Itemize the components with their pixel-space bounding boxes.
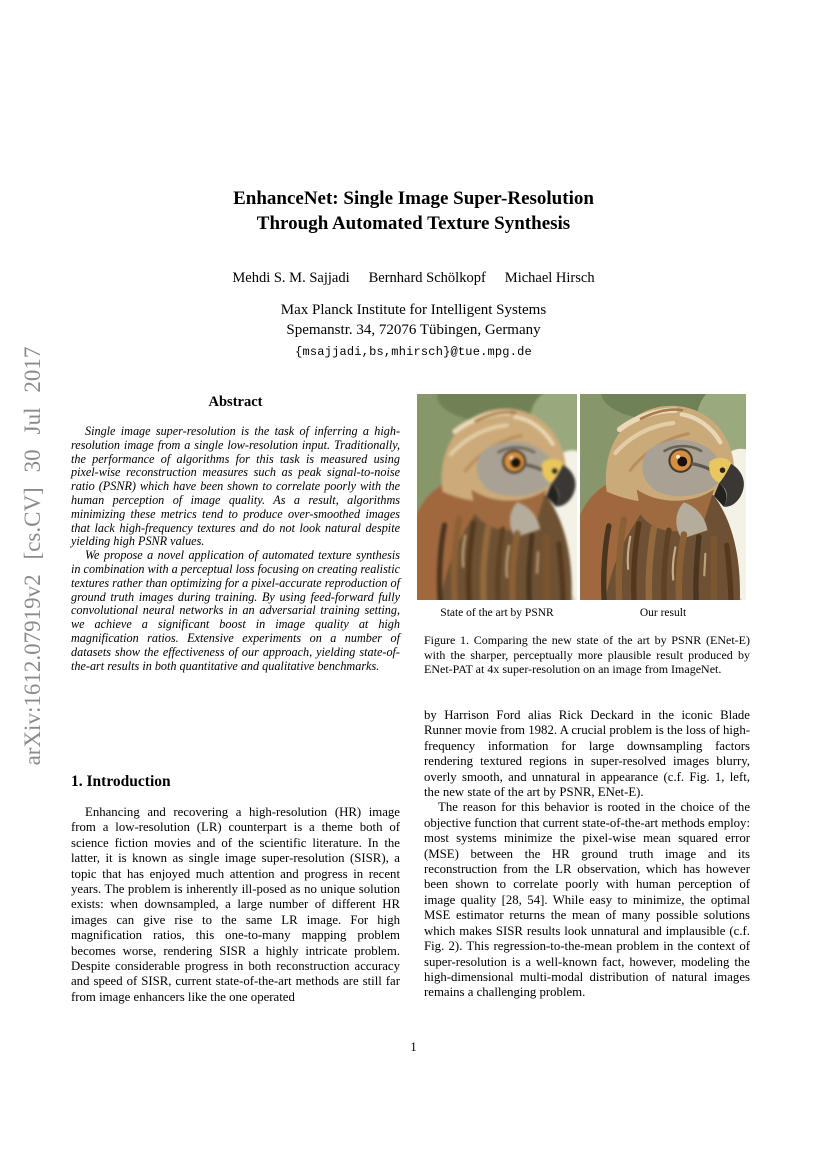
right-column-text [424, 708, 750, 1001]
affiliation-institute: Max Planck Institute for Intelligent Systems [280, 302, 547, 318]
page-footer [0, 1040, 827, 1055]
abstract-paragraph-1: Single image super-resolution is the task of inferring a high-resolution image from a single low-resolution input. Traditionally, the performance of algorithms for this task is measured using pixel-wise reconstruction measures such as peak signal-to-noise ratio (PSNR) which have been shown to correlate poorly with the human perception of image quality. As a result, algorithms minimizing these metrics tend to produce over-smoothed images that lack high-frequency textures and do not look natural despite yielding high PSNR values. [71, 424, 400, 549]
page-number: 1 [410, 1040, 417, 1054]
body-paragraph-2: The reason for this behavior is rooted in the choice of the objective function that current state-of-the-art methods employ: most systems minimize the pixel-wise mean squared error (MSE) between the HR ground truth image and its reconstruction from the LR observation, which has however been shown to correlate poorly with human perception of image quality [28, 54]. While easy to minimize, the optimal MSE estimator returns the mean of many possible solutions which makes SISR results look unnatural and implausible (c.f. Fig. 2). This regression-to-the-mean problem in the context of super-resolution is a well-known fact, however, modeling the high-dimensional multi-modal distribution of natural images remains a challenging problem. [424, 800, 750, 1000]
figure1-caption: Figure 1. Comparing the new state of the art by PSNR (ENet-E) with the sharper, perceptually more plausible result produced by ENet-PAT at 4x super-resolution on an image from ImageNet. [424, 633, 750, 677]
title-line-1: EnhanceNet: Single Image Super-Resolution [233, 188, 594, 209]
figure1-image-our-result [580, 394, 746, 600]
author-name-2: Bernhard Schölkopf [368, 270, 486, 286]
affiliation-block [72, 300, 755, 340]
bird-image-blurry [417, 394, 577, 600]
body-paragraph-1: by Harrison Ford alias Rick Deckard in the iconic Blade Runner movie from 1982. A crucial problem is the loss of high-frequency information for large downsampling factors rendering textured regions in super-resolved images blurry, overly smooth, and unnatural in appearance (c.f. Fig. 1, left, the new state of the art by PSNR, ENet-E). [424, 708, 750, 800]
figure1-labels [417, 607, 746, 620]
abstract-section [71, 394, 400, 673]
paper-title [72, 186, 755, 236]
figure-1 [417, 394, 750, 677]
figure1-label-left: State of the art by PSNR [440, 607, 554, 619]
left-column [71, 392, 400, 1052]
arxiv-watermark: arXiv:1612.07919v2 [cs.CV] 30 Jul 2017 [20, 346, 45, 766]
abstract-paragraph-2: We propose a novel application of automated texture synthesis in combination with a perceptual loss focusing on creating realistic textures rather than optimizing for a pixel-accurate reproduction of ground truth images during training. By using feed-forward fully convolutional neural networks in an adversarial training setting, we achieve a significant boost in image quality at high magnification ratios. Extensive experiments on a number of datasets show the effectiveness of our approach, yielding state-of-the-art results in both quantitative and qualitative benchmarks. [71, 548, 401, 673]
abstract-heading: Abstract [208, 394, 263, 410]
introduction-paragraph-1: Enhancing and recovering a high-resolution (HR) image from a low-resolution (LR) counterpart is a theme both of science fiction movies and of the scientific literature. In the latter, it is known as single image super-resolution (SISR), a topic that has enjoyed much attention and progress in recent years. The problem is inherently ill-posed as no unique solution exists: when downsampled, a large number of different HR images can give rise to the same LR image. For high magnification ratios, this one-to-many mapping problem becomes worse, rendering SISR a highly intricate problem. Despite considerable progress in both reconstruction accuracy and speed of SISR, current state-of-the-art methods are still far from image enhancers like the one operated [71, 805, 400, 1004]
author-list [72, 269, 755, 287]
title-line-2: Through Automated Texture Synthesis [256, 213, 571, 234]
author-name-3: Michael Hirsch [504, 270, 595, 286]
paper-header [72, 186, 755, 359]
contact-email: {msajjadi,bs,mhirsch}@tue.mpg.de [295, 345, 532, 359]
bird-image-sharp [580, 394, 746, 600]
right-column [417, 394, 750, 1054]
figure1-image-row [417, 394, 746, 600]
author-name-1: Mehdi S. M. Sajjadi [232, 270, 350, 286]
section-heading-introduction: 1. Introduction [71, 773, 171, 790]
affiliation-address: Spemanstr. 34, 72076 Tübingen, Germany [286, 322, 541, 338]
figure1-label-right: Our result [639, 607, 687, 619]
figure1-image-psnr-result [417, 394, 577, 600]
